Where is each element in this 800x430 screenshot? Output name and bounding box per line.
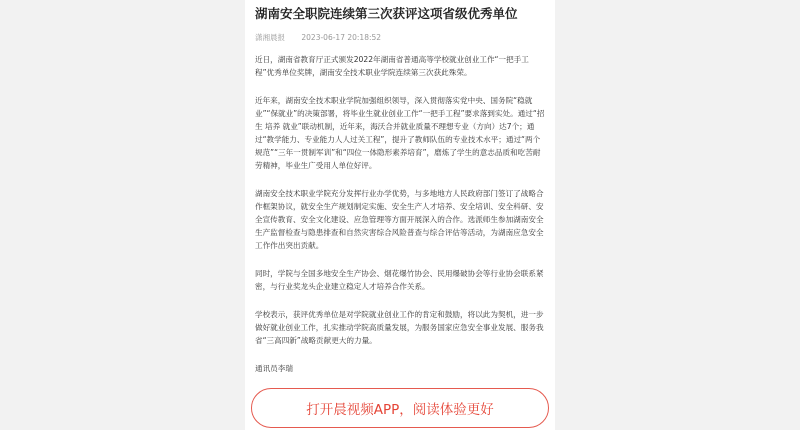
article-container bbox=[245, 0, 555, 430]
article-source[interactable]: 潇湘晨报 bbox=[255, 33, 285, 42]
article-body bbox=[255, 53, 545, 390]
article-meta bbox=[255, 32, 395, 43]
article-paragraph: 近年来，湖南安全技术职业学院加强组织领导，深入贯彻落实党中央、国务院“稳就业”“保就业”的决策部署，将毕业生就业创业工作“一把手工程”要求落到实处。通过“招生 培养 就业”联动机制，近年来，海沃合并就业质量不理想专业（方向）达7个；通过“教学能力、专业能力人人过关工程”，提升了教师队伍的专业技术水平；通过“两个规范”“三年一贯制军训”和“四位一体隐形素养培育”，磨炼了学生的意志品质和吃苦耐劳精神，毕业生广受用人单位好评。 bbox=[255, 96, 545, 170]
article-author: 通讯员李瑞 bbox=[255, 364, 293, 373]
article-timestamp: 2023-06-17 20:18:52 bbox=[301, 33, 382, 42]
right-margin bbox=[555, 0, 800, 430]
left-margin bbox=[0, 0, 245, 430]
article-paragraph: 湖南安全技术职业学院充分发挥行业办学优势，与多地地方人民政府部门签订了战略合作框架协议，就安全生产规划制定实施、安全生产人才培养、安全培训、安全科研、安全宣传教育、安全文化建设、应急管理等方面开展深入的合作。选派师生参加湖南安全生产监督检查与隐患排查和自然灾害综合风险普查与综合评估等活动，为湖南应急安全工作作出突出贡献。 bbox=[255, 189, 544, 250]
open-app-button[interactable]: 打开晨视频APP，阅读体验更好 bbox=[251, 388, 549, 428]
article-paragraph: 同时，学院与全国多地安全生产协会、烟花爆竹协会、民用爆破协会等行业协会联系紧密，与行业奖龙头企业建立稳定人才培养合作关系。 bbox=[255, 269, 544, 291]
article-paragraph: 学校表示，获评优秀单位是对学院就业创业工作的肯定和鼓励，将以此为契机，进一步做好就业创业工作，扎实推动学院高质量发展，为服务国家应急安全事业发展、服务我省“三高四新”战略贡献更大的力量。 bbox=[255, 310, 544, 345]
article-title: 湖南安全职院连续第三次获评这项省级优秀单位 bbox=[255, 6, 518, 21]
article-paragraph: 近日，湖南省教育厅正式颁发2022年湖南省普通高等学校就业创业工作“一把手工程”优秀单位奖牌，湖南安全技术职业学院连续第三次获此殊荣。 bbox=[255, 55, 529, 77]
